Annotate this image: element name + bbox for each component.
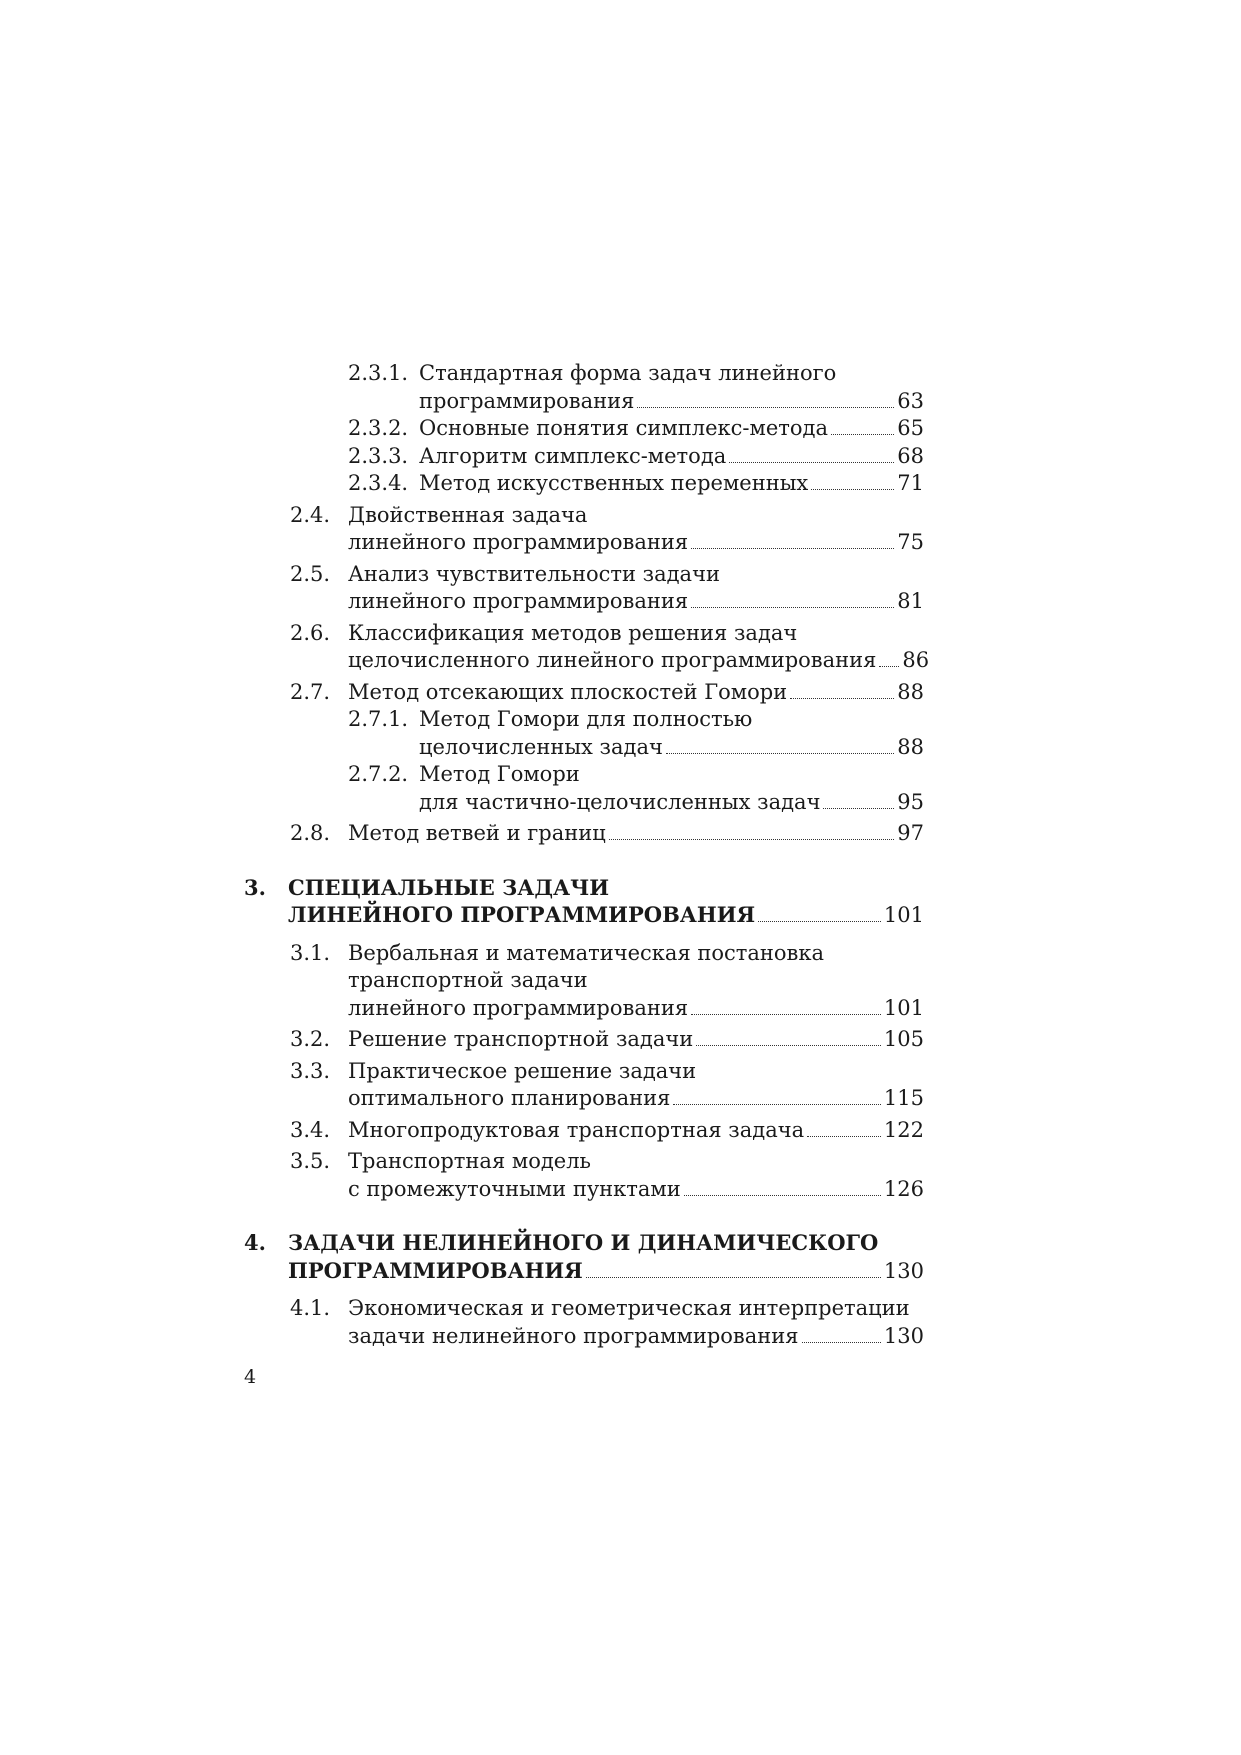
dot-leader xyxy=(586,1277,881,1278)
toc-entry-title-line: Многопродуктовая транспортная задача xyxy=(348,1117,805,1142)
toc-entry-number: 3.3. xyxy=(290,1058,331,1083)
toc-entry-leader-row xyxy=(348,995,924,1023)
toc-entry-title-line: Вербальная и математическая постановка xyxy=(348,940,825,965)
dot-leader xyxy=(637,407,894,408)
toc-entry-title xyxy=(348,502,924,557)
toc-entry-page: 86 xyxy=(902,648,930,672)
toc-entry-number: 3.2. xyxy=(290,1027,331,1051)
toc-entry-leader-row xyxy=(419,388,924,416)
toc-entry-number: 2.4. xyxy=(290,502,331,527)
toc-entry-title-line: задачи нелинейного программирования xyxy=(348,1323,799,1348)
toc-entry-title-line: Метод Гомори xyxy=(419,762,580,786)
toc-entry-title-line: Метод отсекающих плоскостей Гомори xyxy=(348,679,788,704)
dot-leader xyxy=(831,434,894,435)
dot-leader xyxy=(666,753,894,754)
toc-entry-title xyxy=(348,561,924,616)
toc-entry[interactable] xyxy=(244,679,924,707)
toc-entry-leader-row xyxy=(348,1323,924,1351)
toc-entry-page: 63 xyxy=(897,388,924,413)
toc-entry-title xyxy=(348,620,930,675)
toc-entry-title-line: Анализ чувствительности задачи xyxy=(348,561,720,586)
toc-entry-number: 2.6. xyxy=(290,620,331,645)
toc-entry-title xyxy=(348,1117,924,1145)
toc-entry-title-line: Экономическая и геометрическая интерпретации xyxy=(348,1296,910,1320)
toc-entry-title-line: Метод Гомори для полностью xyxy=(419,707,753,731)
toc-entry-page: 65 xyxy=(897,416,924,440)
toc-entry-number: 4.1. xyxy=(290,1296,331,1320)
toc-entry-number: 2.7. xyxy=(290,679,331,704)
toc-entry[interactable] xyxy=(244,1117,924,1145)
toc-entry-title xyxy=(348,1148,924,1203)
toc-entry-title xyxy=(419,706,924,761)
toc-entry[interactable] xyxy=(244,470,924,498)
dot-leader xyxy=(758,921,881,922)
toc-entry-number: 2.3.3. xyxy=(348,443,409,468)
toc-entry-leader-row xyxy=(419,470,924,498)
toc-entry-title-line: для частично-целочисленных задач xyxy=(419,789,821,814)
toc-entry-leader-row xyxy=(419,443,924,471)
toc-entry-leader-row xyxy=(419,734,924,762)
toc-entry-page: 130 xyxy=(883,1323,924,1348)
toc-entry-title-line: Алгоритм симплекс-метода xyxy=(419,443,727,468)
toc-entry-title xyxy=(348,1026,924,1054)
toc-entry-title xyxy=(348,820,924,848)
toc-entry-title-line: ЗАДАЧИ НЕЛИНЕЙНОГО И ДИНАМИЧЕСКОГО xyxy=(288,1230,879,1255)
toc-entry-page: 95 xyxy=(897,789,924,814)
toc-entry[interactable] xyxy=(244,360,924,415)
dot-leader xyxy=(807,1136,881,1137)
toc-entry-title-line: оптимального планирования xyxy=(348,1086,671,1110)
toc-entry-title xyxy=(419,470,924,498)
toc-entry-page: 122 xyxy=(883,1117,924,1142)
dot-leader xyxy=(879,666,899,667)
toc-entry-page: 88 xyxy=(897,734,924,759)
toc-entry-title xyxy=(419,443,924,471)
toc-entry-number: 2.8. xyxy=(290,821,331,845)
toc-entry[interactable] xyxy=(244,1229,924,1285)
toc-entry[interactable] xyxy=(244,1295,924,1350)
toc-entry-title xyxy=(348,679,924,707)
toc-entry-leader-row xyxy=(348,679,924,707)
toc-entry[interactable] xyxy=(244,443,924,471)
toc-entry-leader-row xyxy=(288,1257,924,1286)
toc-entry-number: 3.5. xyxy=(290,1149,331,1173)
page-number: 4 xyxy=(244,1366,257,1388)
toc-entry-number: 4. xyxy=(244,1230,266,1255)
dot-leader xyxy=(696,1045,881,1046)
toc-entry-title xyxy=(288,1229,924,1285)
toc-entry[interactable] xyxy=(244,1058,924,1113)
toc-entry-title-line: программирования xyxy=(419,388,635,413)
toc-entry-leader-row xyxy=(348,820,924,848)
dot-leader xyxy=(729,462,894,463)
toc-entry-number: 2.3.1. xyxy=(348,361,409,385)
toc-entry-leader-row xyxy=(348,1085,924,1113)
toc-entry-title-line: линейного программирования xyxy=(348,589,689,613)
toc-entry[interactable] xyxy=(244,561,924,616)
toc-entry-title xyxy=(348,940,924,1023)
toc-entry-title-line: целочисленного линейного программирования xyxy=(348,648,877,672)
toc-entry-page: 88 xyxy=(897,679,924,704)
dot-leader xyxy=(609,839,895,840)
toc-entry-title xyxy=(419,360,924,415)
toc-entry-number: 3.1. xyxy=(290,940,331,965)
toc-entry-title-line: линейного программирования xyxy=(348,995,689,1020)
dot-leader xyxy=(691,548,894,549)
toc-entry-title-line: Решение транспортной задачи xyxy=(348,1027,694,1051)
toc-entry-title-line: целочисленных задач xyxy=(419,734,663,759)
toc-entry-title-line: Практическое решение задачи xyxy=(348,1058,697,1083)
toc-entry-leader-row xyxy=(348,647,930,675)
toc-entry-title-line: Двойственная задача xyxy=(348,502,588,527)
toc-entry-title xyxy=(348,1058,924,1113)
dot-leader xyxy=(691,607,894,608)
toc-entry-title-line: Основные понятия симплекс-метода xyxy=(419,416,828,440)
toc-entry[interactable] xyxy=(244,820,924,848)
toc-entry-page: 75 xyxy=(897,530,924,554)
toc-entry-title-line: Транспортная модель xyxy=(348,1149,591,1173)
toc-entry-leader-row xyxy=(348,1117,924,1145)
toc-entry-leader-row xyxy=(348,1026,924,1054)
toc-entry-number: 3.4. xyxy=(290,1117,331,1142)
toc-entry-leader-row xyxy=(419,789,924,817)
dot-leader xyxy=(802,1342,881,1343)
toc-entry-page: 101 xyxy=(883,995,924,1020)
dot-leader xyxy=(684,1195,881,1196)
toc-entry[interactable] xyxy=(244,1148,924,1203)
toc-entry-leader-row xyxy=(348,529,924,557)
dot-leader xyxy=(811,489,894,490)
toc-entry-number: 2.5. xyxy=(290,561,331,586)
toc-entry-page: 105 xyxy=(883,1027,924,1051)
toc-entry-title xyxy=(419,415,924,443)
toc-entry-leader-row xyxy=(348,1176,924,1204)
toc-entry-number: 2.3.2. xyxy=(348,416,409,440)
toc-entry-page: 130 xyxy=(883,1258,924,1283)
toc-entry-leader-row xyxy=(288,901,924,930)
toc-entry[interactable] xyxy=(244,874,924,930)
table-of-contents xyxy=(244,360,930,1350)
toc-entry-title xyxy=(419,761,924,816)
toc-entry-title xyxy=(348,1295,924,1350)
toc-entry[interactable] xyxy=(244,620,930,675)
toc-entry[interactable] xyxy=(244,1026,924,1054)
toc-entry[interactable] xyxy=(244,706,924,761)
toc-entry-page: 71 xyxy=(897,471,924,495)
toc-entry-page: 81 xyxy=(897,589,924,613)
toc-entry[interactable] xyxy=(244,415,924,443)
toc-entry-number: 2.7.2. xyxy=(348,762,409,786)
toc-entry-title-line: Метод ветвей и границ xyxy=(348,821,606,845)
toc-entry-title-line: с промежуточными пунктами xyxy=(348,1176,681,1201)
toc-entry[interactable] xyxy=(244,940,924,1023)
toc-entry-page: 97 xyxy=(897,821,924,845)
toc-entry-title xyxy=(288,874,924,930)
toc-entry-title-line: линейного программирования xyxy=(348,530,689,554)
toc-entry-number: 3. xyxy=(244,874,266,900)
toc-entry-page: 115 xyxy=(883,1086,924,1110)
toc-entry-title-line: ЛИНЕЙНОГО ПРОГРАММИРОВАНИЯ xyxy=(288,902,756,927)
toc-entry-page: 68 xyxy=(897,443,924,468)
toc-entry-leader-row xyxy=(348,588,924,616)
toc-entry-title-line: ПРОГРАММИРОВАНИЯ xyxy=(288,1257,583,1283)
dot-leader xyxy=(691,1014,881,1015)
dot-leader xyxy=(790,698,894,699)
toc-entry-title-line: Классификация методов решения задач xyxy=(348,620,798,645)
toc-entry-title-line: СПЕЦИАЛЬНЫЕ ЗАДАЧИ xyxy=(288,874,610,900)
toc-entry[interactable] xyxy=(244,761,924,816)
toc-entry-leader-row xyxy=(419,415,924,443)
toc-entry-page: 126 xyxy=(883,1176,924,1201)
toc-entry-title-line: Метод искусственных переменных xyxy=(419,471,809,495)
toc-entry-number: 2.7.1. xyxy=(348,707,409,731)
toc-entry[interactable] xyxy=(244,502,924,557)
dot-leader xyxy=(673,1104,881,1105)
dot-leader xyxy=(823,808,894,809)
toc-entry-title-line: транспортной задачи xyxy=(348,968,588,992)
toc-entry-page: 101 xyxy=(883,903,924,927)
toc-entry-number: 2.3.4. xyxy=(348,471,409,495)
toc-entry-title-line: Стандартная форма задач линейного xyxy=(419,361,837,385)
